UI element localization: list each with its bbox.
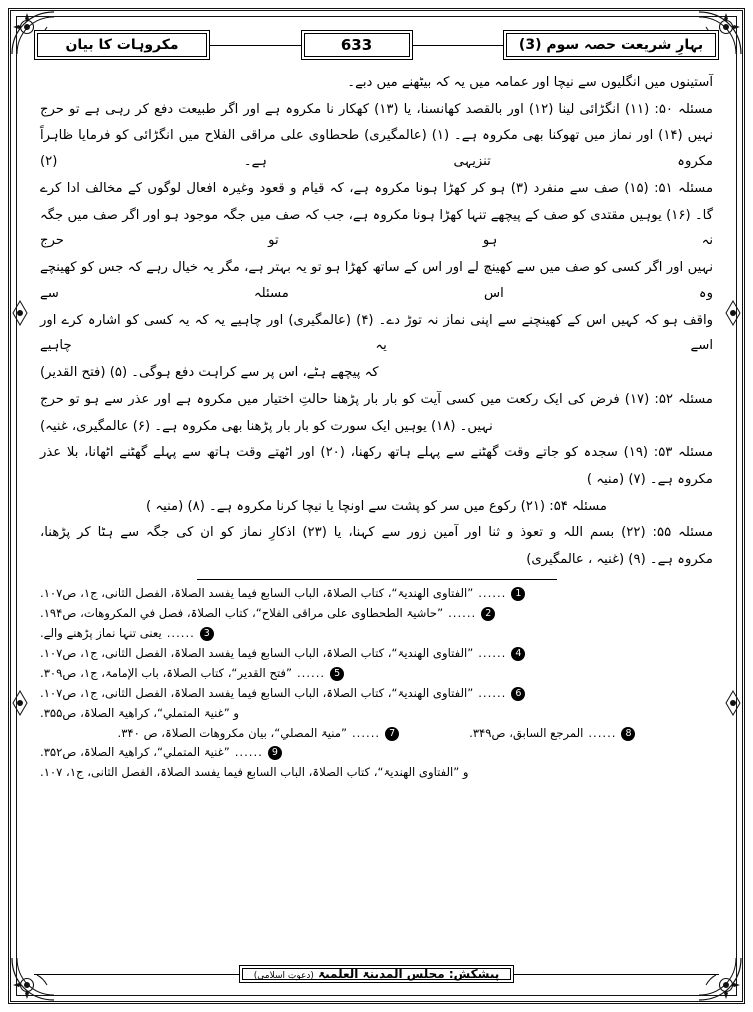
footnote-text: ”فتح القدیر“، کتاب الصلاۃ، باب الإمامۃ، ج۱، ص۳۰۹. — [40, 665, 292, 680]
footnote-text: و ”الفتاوی الھندیۃ“، کتاب الصلاۃ، الباب السابع فیما یفسد الصلاۃ، الفصل الثانی، ج۱، ۱۰۷. — [40, 765, 469, 780]
footnote-dots: ...... — [297, 665, 326, 680]
footnote-marker: 5 — [330, 667, 344, 681]
body-line: مسئلہ ۵۲: (۱۷) فرض کی ایک رکعت میں کسی آیت کو بار بار پڑھنا حالتِ اختیار میں مکروہ ہے اور عذر سے ہو تو حرج — [40, 391, 713, 407]
footnote-marker: 8 — [621, 727, 635, 741]
footnote-marker: 6 — [511, 687, 525, 701]
footnote-row — [40, 604, 713, 624]
body-line: مسئلہ ۵۳: (۱۹) سجدہ کو جاتے وقت گھٹنے سے پہلے ہاتھ رکھنا، (۲۰) اور اٹھتے وقت ہاتھ سے پہلے گھٹنے اٹھانا، بلا عذر — [40, 445, 714, 461]
page-content — [40, 70, 713, 952]
body-line: مکروہ ہے۔ (۹) (غنیہ ، عالمگیری) — [526, 552, 713, 568]
chapter-title: مکروہات کا بیان — [34, 30, 210, 60]
footnote-dots: ...... — [478, 685, 507, 700]
footnote-row — [40, 664, 713, 684]
footnote-dots: ...... — [234, 745, 263, 760]
body-line: مسئلہ ۵۴: (۲۱) رکوع میں سر کو پشت سے اونچا یا نیچا کرنا مکروہ ہے۔ (۸) (منیہ ) — [146, 498, 607, 514]
footnote-continuation — [40, 763, 713, 783]
body-line: نہیں اور اگر کسی کو صف میں سے کھینچ لے اور اس کے ساتھ کھڑا ہو تو یہ بہتر ہے، مگر یہ خیال رہے کہ جس کو کھینچے وہ اس مسئلہ سے — [40, 260, 713, 301]
footnote-marker: 9 — [268, 746, 282, 760]
footnote-row — [40, 584, 713, 604]
footnote-text: ”الفتاوی الھندیۃ“، کتاب الصلاۃ، الباب السابع فیما یفسد الصلاۃ، الفصل الثانی، ج۱، ص۱۰۷. — [40, 685, 474, 700]
footnote-text: ”الفتاوی الھندیۃ“، کتاب الصلاۃ، الباب السابع فیما یفسد الصلاۃ، الفصل الثانی، ج۱، ص۱۰۷. — [40, 645, 474, 660]
publisher-org-sub: (دعوتِ اسلامی) — [253, 971, 314, 981]
footnote-text: ”غنیۃ المتملي“، کراھیۃ الصلاۃ، ص۳۵۲. — [40, 745, 230, 760]
footnote-text: ”منیۃ المصلي“، بیان مکروھات الصلاۃ، ص ۳۴۰. — [117, 725, 347, 740]
side-ornament-icon — [724, 690, 742, 716]
body-line: نہیں۔ (۱۸) یوہیں ایک سورت کو بار بار پڑھنا بھی مکروہ ہے۔ (۶) عالمگیری، غنیہ) — [40, 418, 493, 434]
footnote-row — [40, 684, 713, 704]
footnote-item — [118, 724, 400, 744]
page-header — [34, 30, 719, 60]
footnote-row — [40, 624, 713, 644]
side-ornament-icon — [724, 300, 742, 326]
footnote-dots: ...... — [352, 725, 381, 740]
publisher-org: مجلس المدینۃ العلمیۃ — [318, 967, 445, 981]
footnote-text: ”حاشیۃ الطحطاوی علی مراقی الفلاح“، کتاب الصلاۃ، فصل في المکروھات، ص۱۹۴. — [40, 605, 444, 620]
footnote-dots: ...... — [478, 585, 507, 600]
body-line: مسئلہ ۵۵: (۲۲) بسم اللہ و تعوذ و ثنا اور آمین زور سے کہنا، یا (۲۳) اذکارِ نماز کو ان کی جگہ سے ہٹا کر پڑھنا، — [40, 525, 714, 541]
footnote-dots: ...... — [166, 625, 195, 640]
footnote-text: یعنی تنہا نماز پڑھنے والے. — [40, 625, 162, 640]
footnote-row — [40, 743, 713, 763]
footnote-item — [469, 724, 635, 744]
footnote-text: ”الفتاوی الھندیۃ“، کتاب الصلاۃ، الباب السابع فیما یفسد الصلاۃ، الفصل الثانی، ج۱، ص۱۰۷. — [40, 585, 474, 600]
footnote-dots: ...... — [588, 725, 617, 740]
body-line: واقف ہو کہ کہیں اس کے کھینچنے سے اپنی نماز نہ توڑ دے۔ (۴) (عالمگیری) اور چاہیے یہ کہ یہ کسی کو اشارہ کرے اور اسے یہ چاہیے — [40, 312, 714, 354]
side-ornament-icon — [11, 690, 29, 716]
book-title: بہارِ شریعت حصہ سوم (3) — [503, 30, 719, 60]
body-line: آستینوں میں انگلیوں سے نیچا اور عمامہ میں یہ کہ بیٹھنے میں دبے۔ — [347, 75, 713, 90]
footnotes — [40, 584, 713, 783]
footnote-dots: ...... — [478, 645, 507, 660]
side-ornament-icon — [11, 300, 29, 326]
page-number: 633 — [301, 30, 413, 60]
footnote-marker: 7 — [385, 727, 399, 741]
footnote-text: و ”غنیۃ المتملي“، کراھیۃ الصلاۃ، ص۳۵۵. — [40, 705, 239, 720]
body-line: مسئلہ ۵۱: (۱۵) صف سے منفرد (۳) ہو کر کھڑا ہونا مکروہ ہے، کہ قیام و قعود وغیرہ افعال لوگوں کے مخالف ادا کرے — [40, 180, 714, 196]
body-line: مکروہ ہے۔ (۷) (منیہ ) — [586, 472, 713, 488]
footnote-marker: 2 — [481, 607, 495, 621]
publisher-badge — [239, 965, 514, 983]
footnote-continuation — [40, 704, 713, 724]
body-line: مسئلہ ۵۰: (۱۱) انگڑائی لینا (۱۲) اور بالقصد کھانسنا، یا (۱۳) کھکار نا مکروہ ہے اور اگر طبیعت دفع کر رہی ہے تو حرج — [40, 101, 713, 117]
body-line: نہیں (۱۴) اور نماز میں تھوکنا بھی مکروہ ہے۔ (۱) (عالمگیری) طحطاوی علی مراقی الفلاح میں انگڑائی کو فرمایا ظاہراً مکروہ تنزیہی ہے۔ (۲) — [40, 128, 713, 170]
footnote-row-pair — [40, 724, 713, 744]
footnote-row — [40, 644, 713, 664]
footnote-marker: 4 — [511, 647, 525, 661]
footnote-separator — [197, 579, 557, 580]
footnote-dots: ...... — [448, 605, 477, 620]
footnote-marker: 1 — [511, 587, 525, 601]
footnote-text: المرجع السابق، ص۳۴۹. — [469, 725, 584, 740]
footnote-marker: 3 — [200, 627, 214, 641]
publisher-label: پیشکش: — [448, 967, 500, 981]
body-line: گا۔ (۱۶) یوہیں مقتدی کو صف کے پیچھے تنہا کھڑا ہونا مکروہ ہے، جب کہ صف میں جگہ موجود ہو اور اگر صف میں جگہ نہ ہو تو حرج — [40, 207, 713, 249]
body-line: کہ پیچھے ہٹے، اس پر سے کراہت دفع ہوگی۔ (۵) (فتح القدیر) — [40, 365, 379, 381]
page-footer — [34, 962, 719, 986]
